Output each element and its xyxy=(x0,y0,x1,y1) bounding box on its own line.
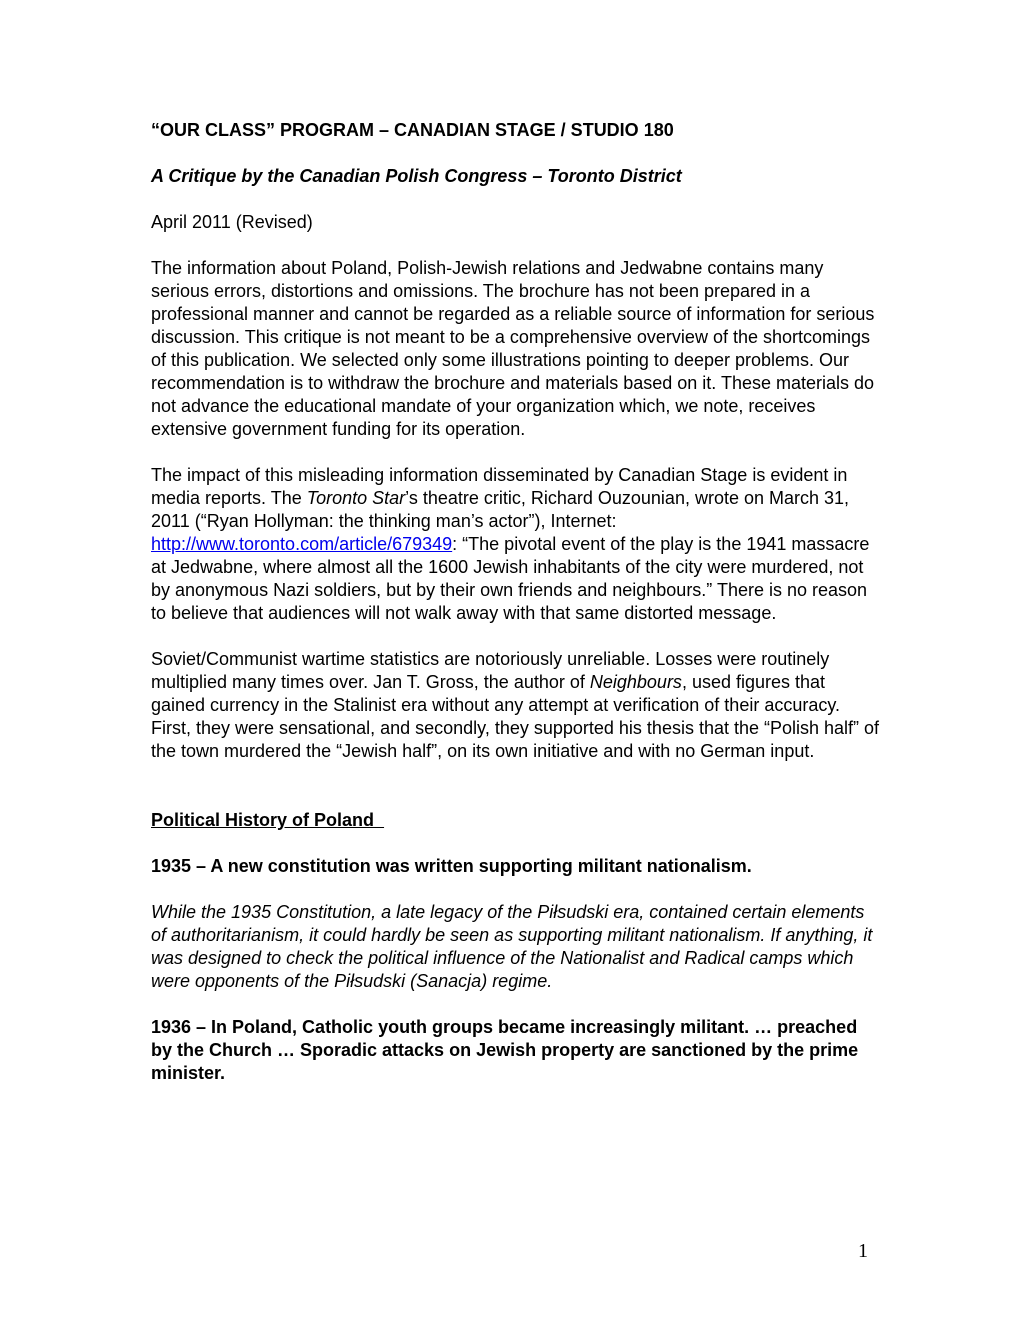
publication-name: Toronto Star xyxy=(306,488,406,508)
soviet-paragraph xyxy=(151,648,881,763)
section-heading: Political History of Poland xyxy=(151,810,385,830)
page-number: 1 xyxy=(858,1240,868,1262)
response-1935: While the 1935 Constitution, a late legacy of the Piłsudski era, contained certain elements of authoritarianism, it could hardly be seen as supporting militant nationalism. If anything, it was designed to check the political influence of the Nationalist and Radical camps which were opponents of the Piłsudski (Sanacja) regime. xyxy=(151,902,873,991)
claim-1936: 1936 – In Poland, Catholic youth groups became increasingly militant. … preached by the Church … Sporadic attacks on Jewish property are sanctioned by the prime minister. xyxy=(151,1017,859,1083)
document-date: April 2011 (Revised) xyxy=(151,212,313,232)
soviet-text-1: Soviet/Communist wartime statistics are notoriously unreliable. Losses were routinely multiplied many times over. Jan T. Gross, the author of xyxy=(151,649,830,692)
impact-text-1: The impact of this misleading information disseminated by Canadian Stage is evident in media reports. The xyxy=(151,465,848,508)
document-subtitle: A Critique by the Canadian Polish Congress – Toronto District xyxy=(151,166,682,186)
soviet-text-2: , used figures that gained currency in the Stalinist era without any attempt at verification of their accuracy. First, they were sensational, and secondly, they supported his thesis that the “Polish half” of the town murdered the “Jewish half”, on its own initiative and with no German input. xyxy=(151,672,880,761)
intro-paragraph: The information about Poland, Polish-Jewish relations and Jedwabne contains many serious errors, distortions and omissions. The brochure has not been prepared in a professional manner and cannot be regarded as a reliable source of information for serious discussion. This critique is not meant to be a comprehensive overview of the shortcomings of this publication. We selected only some illustrations pointing to deeper problems. Our recommendation is to withdraw the brochure and materials based on it. These materials do not advance the educational mandate of your organization which, we note, receives extensive government funding for its operation. xyxy=(151,258,875,439)
claim-1935: 1935 – A new constitution was written supporting militant nationalism. xyxy=(151,856,752,876)
impact-text-2: ’s theatre critic, Richard Ouzounian, wrote on March 31, 2011 (“Ryan Hollyman: the thinking man’s actor”), Internet: xyxy=(151,488,850,531)
book-title: Neighbours xyxy=(589,672,682,692)
impact-text-3: : “The pivotal event of the play is the 1941 massacre at Jedwabne, where almost all the 1600 Jewish inhabitants of the city were murdered, not by anonymous Nazi soldiers, but by their own friends and neighbours.” There is no reason to believe that audiences will not walk away with that same distorted message. xyxy=(151,534,870,623)
impact-paragraph xyxy=(151,464,881,625)
article-link[interactable]: http://www.toronto.com/article/679349 xyxy=(151,534,453,554)
document-page xyxy=(151,119,881,1085)
document-title: “OUR CLASS” PROGRAM – CANADIAN STAGE / STUDIO 180 xyxy=(151,120,674,140)
